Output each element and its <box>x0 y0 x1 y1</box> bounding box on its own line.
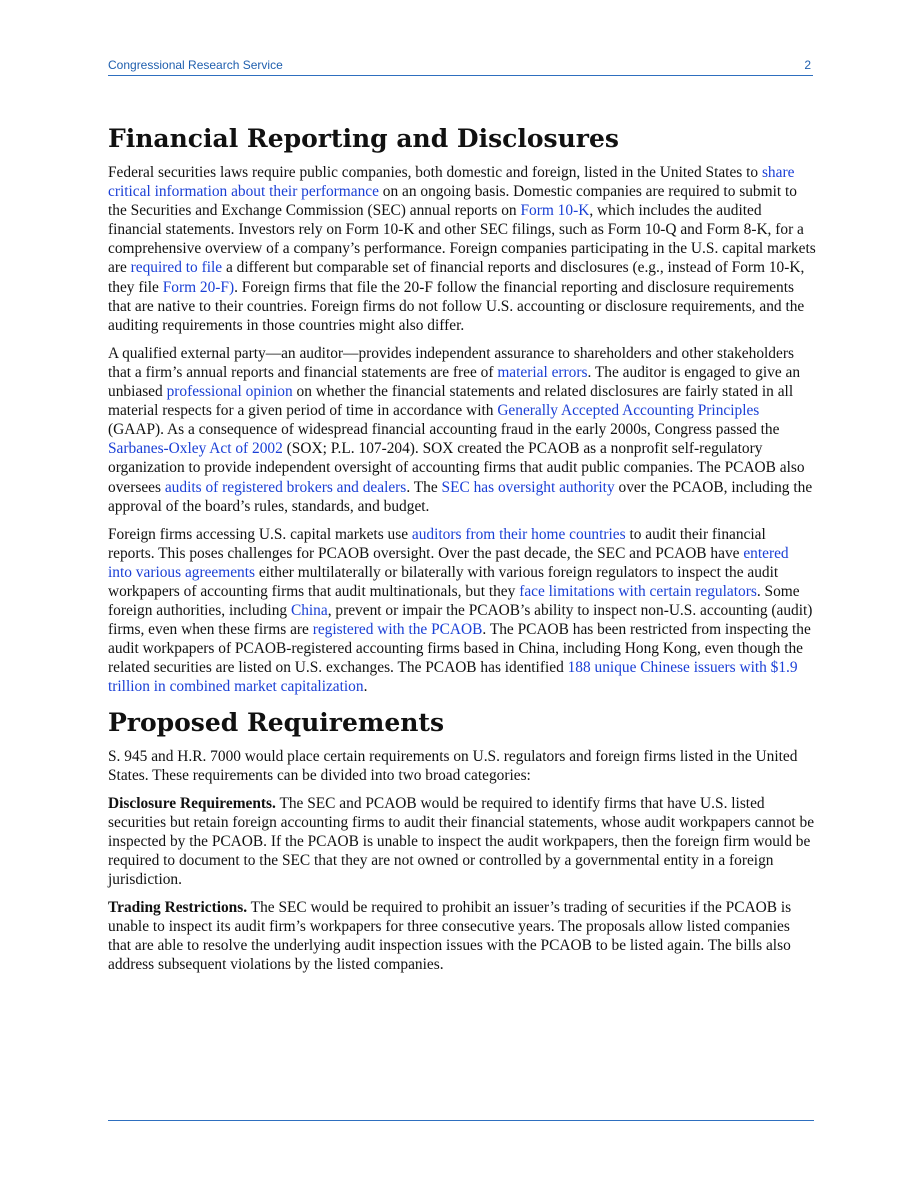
text: (GAAP). As a consequence of widespread financial accounting fraud in the early 2000s, Congress passed the <box>108 421 780 439</box>
document-body <box>108 122 816 984</box>
link-audits-brokers-dealers[interactable]: audits of registered brokers and dealers <box>164 478 407 496</box>
section-heading-proposed-requirements: Proposed Requirements <box>108 707 445 737</box>
link-188-chinese-issuers[interactable]: 188 unique Chinese issuers with $1.9 trillion in combined market capitalization <box>108 659 798 696</box>
link-required-to-file[interactable]: required to file <box>130 259 223 277</box>
link-professional-opinion[interactable]: professional opinion <box>166 383 293 401</box>
text: The SEC would be required to prohibit an issuer’s trading of securities if the PCAOB is unable to inspect its audit firm’s workpapers for three consecutive years. The proposals allow listed companies that are able to resolve the underlying audit inspection issues with the PCAOB to be listed again. The bills also address subsequent violations by the listed companies. <box>108 899 792 974</box>
text: on an ongoing basis. Domestic companies are required to submit to the Securities and Exchange Commission (SEC) annual reports on <box>108 183 797 220</box>
text: a different but comparable set of financial reports and disclosures (e.g., instead of Form 10-K, they file <box>108 259 805 296</box>
link-various-agreements[interactable]: entered into various agreements <box>108 544 789 581</box>
text: . The <box>406 478 442 496</box>
link-sec-oversight-authority[interactable]: SEC has oversight authority <box>441 478 615 496</box>
text: Federal securities laws require public companies, both domestic and foreign, listed in the United States to <box>108 164 762 181</box>
text: Foreign firms accessing U.S. capital markets use <box>108 525 412 543</box>
paragraph-reporting-requirements <box>108 163 816 335</box>
text: The SEC and PCAOB would be required to identify firms that have U.S. listed securities but retain foreign accounting firms to audit their financial statements, whose audit workpapers cannot be inspected by the PCAOB. If the PCAOB is unable to inspect the audit workpapers, then the foreign firm would be required to document to the SEC that they are not owned or controlled by a governmental entity in a foreign jurisdiction. <box>108 794 815 889</box>
text: , which includes the audited financial statements. Investors rely on Form 10-K and other SEC filings, such as Form 10-Q and Form 8-K, for a comprehensive overview of a company’s performance. Foreign companies participating in the U.S. capital markets are <box>108 202 816 277</box>
text: . <box>363 678 368 696</box>
text: (SOX; P.L. 107-204). SOX created the PCAOB as a nonprofit self-regulatory organization to provide independent oversight of accounting firms that audit public companies. The PCAOB also oversees <box>108 440 805 496</box>
text: . The auditor is engaged to give an unbiased <box>108 363 801 401</box>
page-number: 2 <box>804 58 811 72</box>
link-registered-with-pcaob[interactable]: registered with the PCAOB <box>312 621 483 639</box>
text: either multilaterally or bilaterally with various foreign regulators to inspect the audit workpapers of accounting firms that audit multinationals, but they <box>108 563 779 600</box>
text: over the PCAOB, including the approval of the board’s rules, standards, and budget. <box>108 478 813 515</box>
label-trading-restrictions: Trading Restrictions. <box>108 899 248 917</box>
link-auditors-home-countries[interactable]: auditors from their home countries <box>411 525 626 543</box>
text: . Some foreign authorities, including <box>108 582 800 620</box>
link-china[interactable]: China <box>290 602 328 620</box>
footer-divider <box>108 1120 814 1121</box>
paragraph-foreign-firms <box>108 525 816 697</box>
label-disclosure-requirements: Disclosure Requirements. <box>108 794 276 812</box>
link-material-errors[interactable]: material errors <box>497 363 588 381</box>
text: . Foreign firms that file the 20-F follow the financial reporting and disclosure requirements that are native to their countries. Foreign firms do not follow U.S. accounting or disclosure requirements, and the auditing requirements in those countries might also differ. <box>108 278 805 334</box>
paragraph-disclosure-requirements <box>108 794 816 889</box>
link-face-limitations[interactable]: face limitations with certain regulators <box>519 582 757 600</box>
text: . The PCAOB has been restricted from inspecting the audit workpapers of PCAOB-registered accounting firms based in China, including Hong Kong, even though the related securities are listed on U.S. exchanges. The PCAOB has identified <box>108 621 811 677</box>
paragraph-auditor-role <box>108 344 816 516</box>
link-share-critical-information[interactable]: share critical information about their performance <box>108 164 795 201</box>
text: on whether the financial statements and related disclosures are fairly stated in all material respects for a given period of time in accordance with <box>108 383 794 420</box>
link-gaap[interactable]: Generally Accepted Accounting Principles <box>497 402 760 420</box>
text: A qualified external party—an auditor—provides independent assurance to shareholders and other stakeholders that a firm’s annual reports and financial statements are free of <box>108 344 794 381</box>
header-title: Congressional Research Service <box>108 58 283 72</box>
paragraph-trading-restrictions <box>108 898 816 974</box>
page-header <box>108 58 813 76</box>
link-form-20f[interactable]: Form 20-F) <box>162 278 235 296</box>
text: , prevent or impair the PCAOB’s ability to inspect non-U.S. accounting (audit) firms, even when these firms are <box>108 602 813 639</box>
link-sarbanes-oxley[interactable]: Sarbanes-Oxley Act of 2002 <box>108 440 283 458</box>
paragraph-proposed-intro: S. 945 and H.R. 7000 would place certain requirements on U.S. regulators and foreign firms listed in the United States. These requirements can be divided into two broad categories: <box>108 747 798 784</box>
text: to audit their financial reports. This poses challenges for PCAOB oversight. Over the past decade, the SEC and PCAOB have <box>108 525 766 562</box>
section-heading-financial-reporting: Financial Reporting and Disclosures <box>108 124 619 153</box>
link-form-10k[interactable]: Form 10-K <box>520 202 590 220</box>
